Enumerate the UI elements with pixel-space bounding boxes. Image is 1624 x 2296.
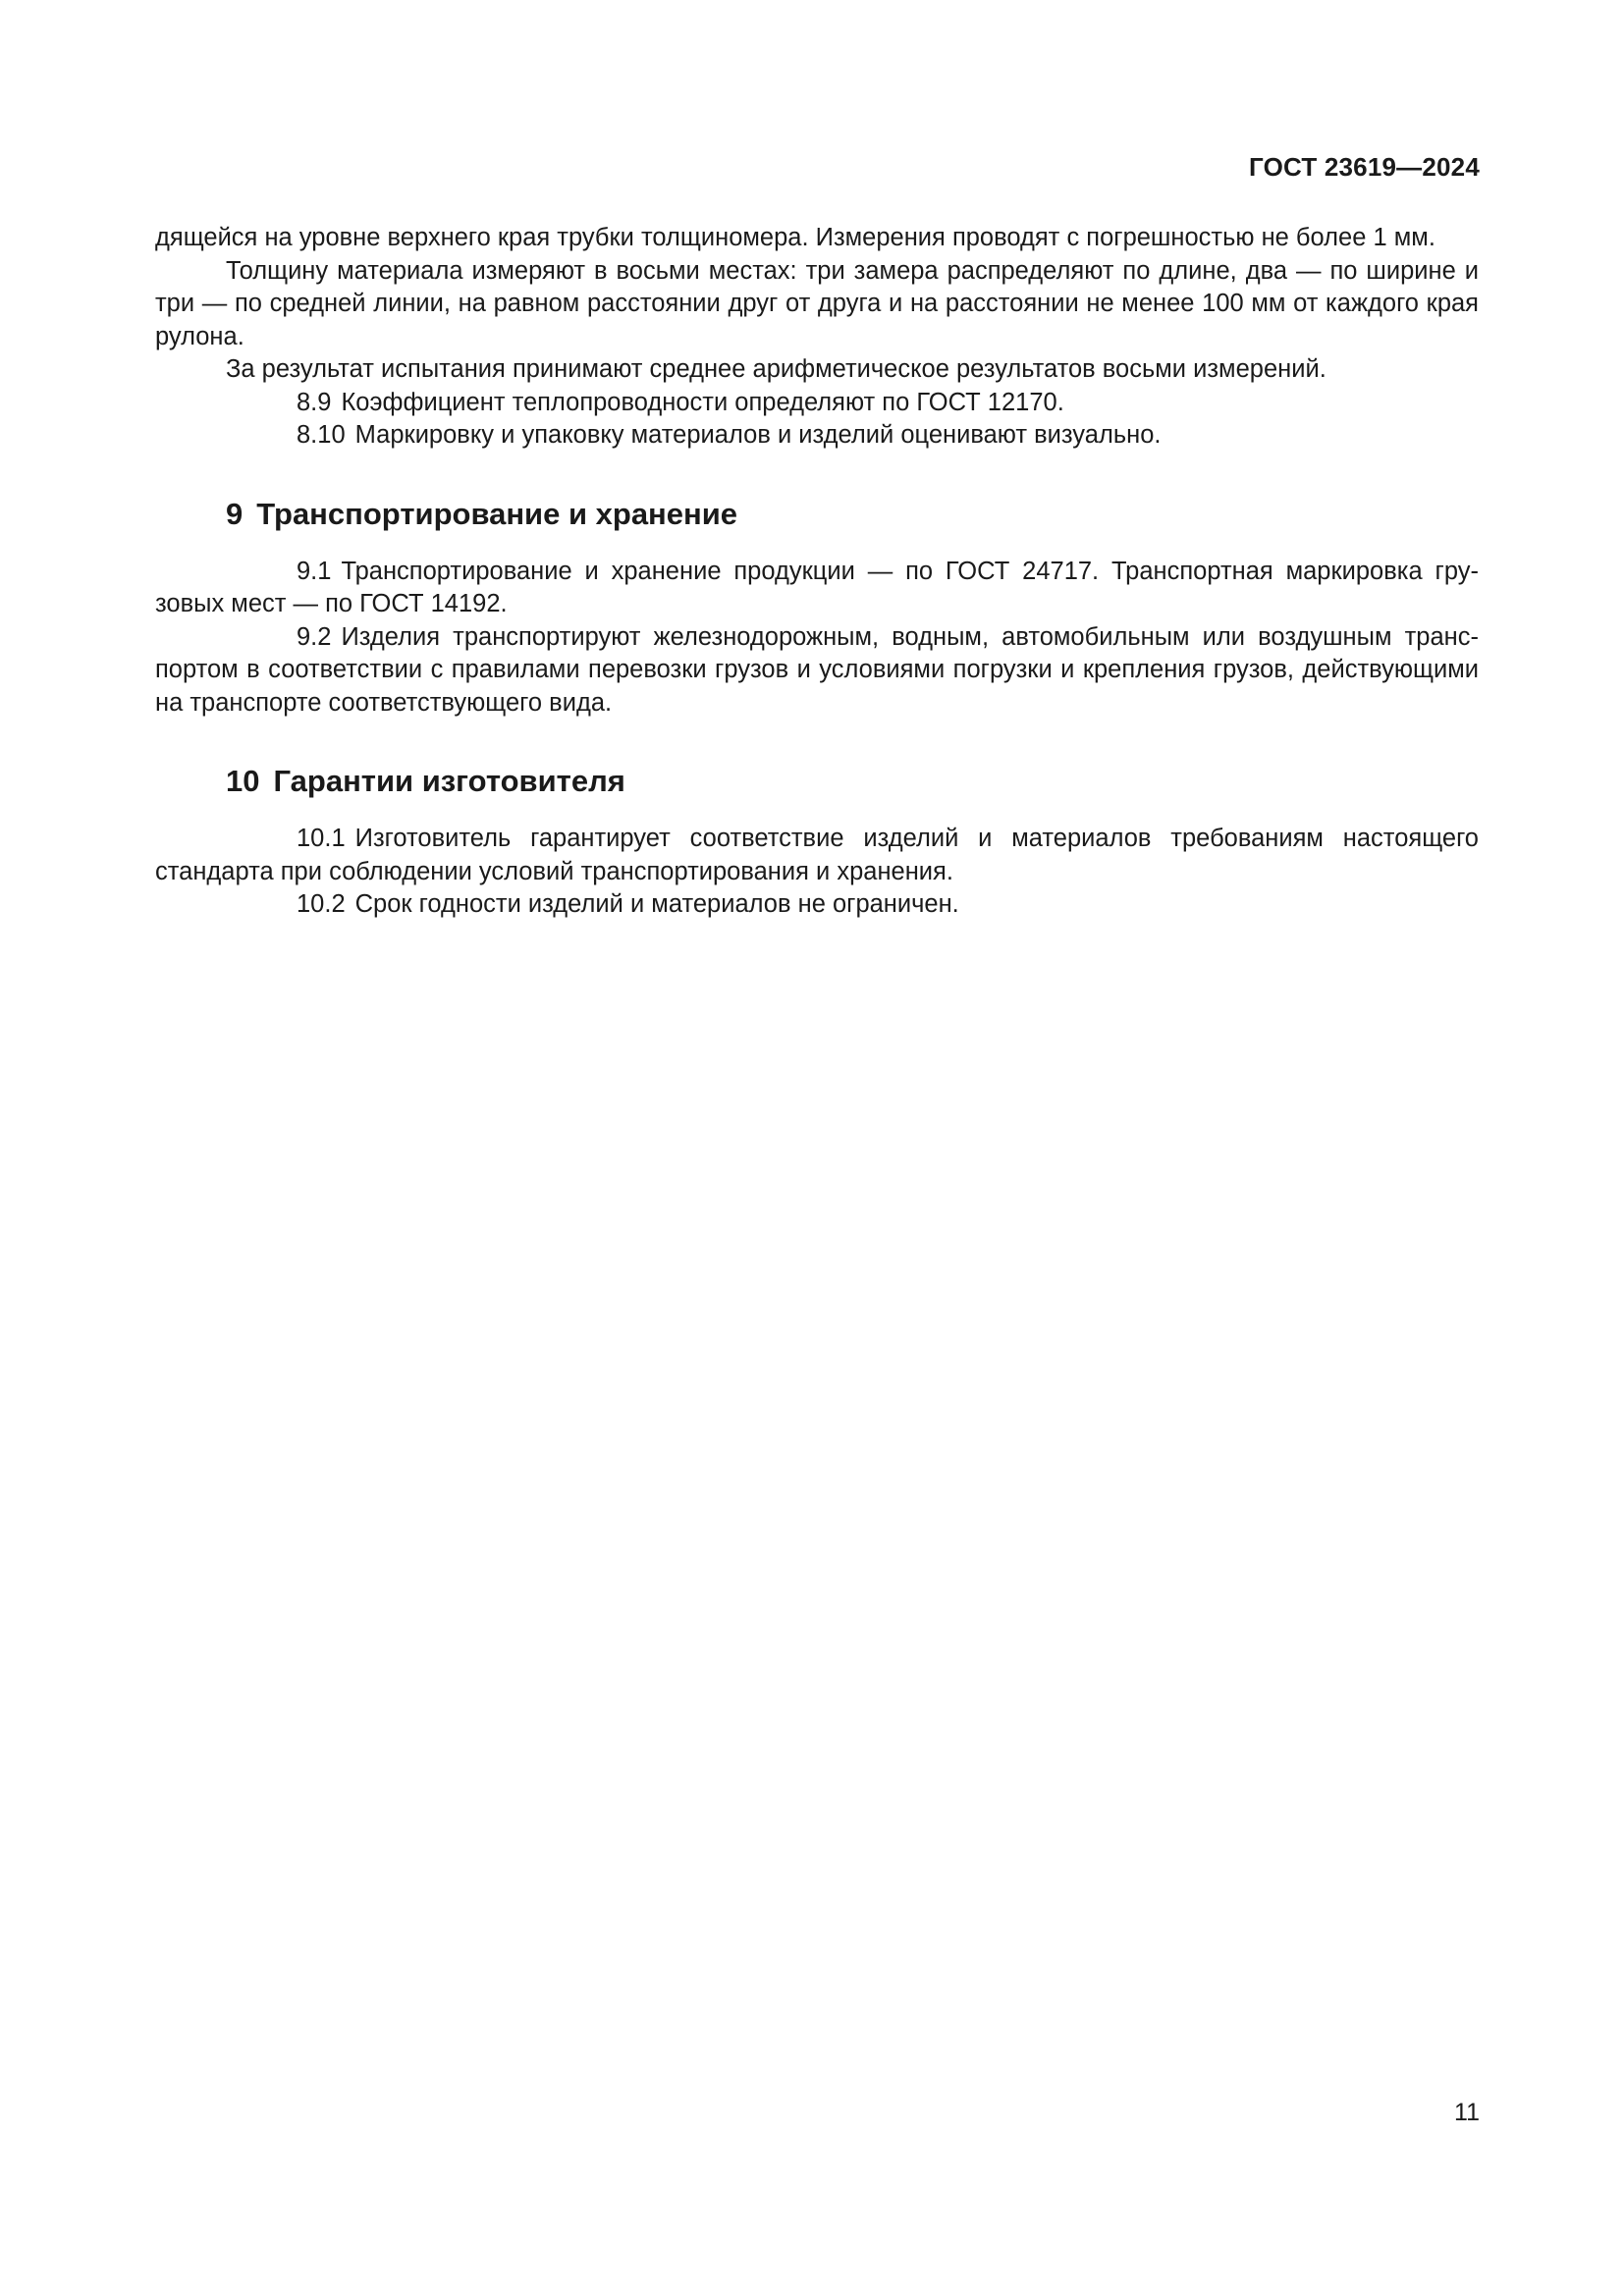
- paragraph-thickness-measurement: Толщину материала измеряют в восьми местах: три замера распределяют по длине, два — по ширине и три — по средней линии, на равном расстоянии друг от друга и на расстоянии не менее 100 мм от каждого края рулона.: [155, 256, 1479, 350]
- paragraph-continuation: дящейся на уровне верхнего края трубки толщиномера. Измерения проводят с погрешностью не более 1 мм.: [155, 224, 1435, 251]
- clause-8-10: [155, 419, 1479, 453]
- clause-9-1: [155, 556, 1479, 621]
- paragraph-test-result: За результат испытания принимают среднее арифметическое результатов восьми измерений.: [226, 355, 1326, 383]
- section-number: 10: [226, 764, 260, 798]
- section-10-heading: [155, 762, 1479, 801]
- clause-10-1: [155, 823, 1479, 888]
- page-number: 11: [1454, 2099, 1480, 2126]
- clause-number: 8.9: [297, 388, 332, 416]
- section-number: 9: [226, 496, 244, 531]
- clause-text: Коэффициент теплопроводности определяют по ГОСТ 12170.: [341, 388, 1064, 416]
- clause-text: Изготовитель гарантирует соответствие изделий и материалов требованиям настоящего стандарта при соблюдении условий транспортирования и хранения.: [155, 825, 1479, 885]
- clause-number: 8.10: [297, 421, 346, 449]
- clause-number: 9.1: [297, 557, 332, 585]
- section-9-heading: [155, 495, 1479, 534]
- section-title-text: Транспортирование и хранение: [256, 496, 738, 531]
- clause-text: Маркировку и упаковку материалов и изделий оценивают визуально.: [354, 421, 1162, 449]
- document-header-id: ГОСТ 23619—2024: [1249, 152, 1480, 182]
- clause-number: 10.1: [297, 825, 346, 852]
- clause-text: Транспортирование и хранение продукции — по ГОСТ 24717. Транспортная маркировка грузовых мест — по ГОСТ 14192.: [155, 557, 1479, 617]
- clause-text: Изделия транспортируют железнодорожным, водным, автомобильным или воздушным транспортом в соответствии с правилами перевозки грузов и условиями погрузки и крепления грузов, действующими на транспорте соответствующего вида.: [155, 622, 1479, 717]
- section-title-text: Гарантии изготовителя: [273, 764, 625, 798]
- clause-text: Срок годности изделий и материалов не ограничен.: [354, 890, 959, 918]
- clause-number: 10.2: [297, 890, 346, 918]
- document-body: [155, 222, 1479, 922]
- clause-9-2: [155, 621, 1479, 721]
- clause-10-2: [155, 888, 1479, 922]
- clause-number: 9.2: [297, 622, 332, 651]
- clause-8-9: [155, 387, 1479, 420]
